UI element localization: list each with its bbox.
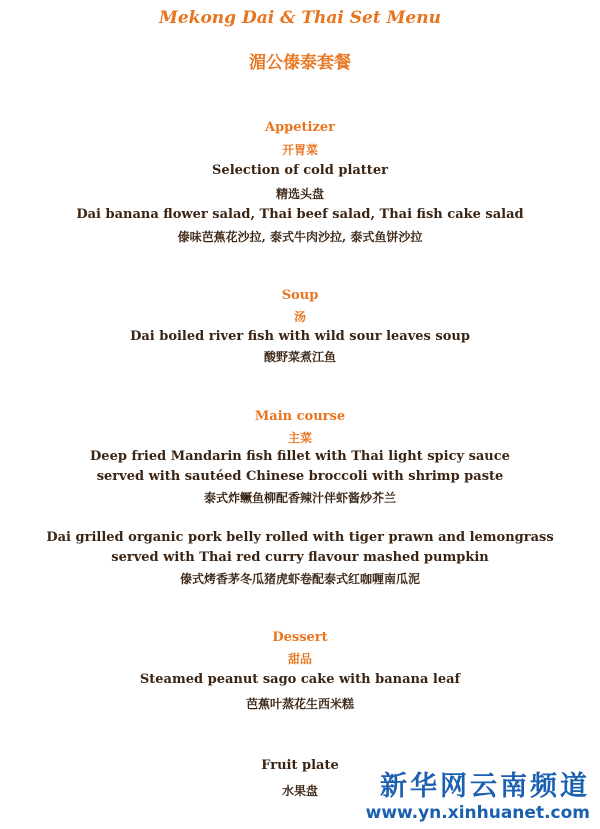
cold-platter-chinese: 精选头盘 xyxy=(275,187,324,201)
main-course-heading: Main course xyxy=(254,409,346,424)
main-course-heading-chinese: 主菜 xyxy=(287,431,312,445)
soup-english: Dai boiled river fish with wild sour leaves soup xyxy=(130,329,470,344)
fish-dish-chinese: 泰式炸鳜鱼柳配香辣汁伴虾酱炒芥兰 xyxy=(203,491,396,505)
dessert-heading-chinese: 甜品 xyxy=(287,652,312,666)
fish-dish-english-line2: served with sautéed Chinese broccoli with shrimp paste xyxy=(96,469,504,484)
pork-dish-english-line2: served with Thai red curry flavour mashed pumpkin xyxy=(111,550,489,565)
soup-chinese: 酸野菜煮江鱼 xyxy=(263,350,336,364)
soup-heading: Soup xyxy=(281,288,319,303)
cold-platter-english: Selection of cold platter xyxy=(212,163,388,178)
menu-title-chinese: 湄公傣泰套餐 xyxy=(249,53,351,73)
salads-chinese: 傣味芭蕉花沙拉, 泰式牛肉沙拉, 泰式鱼饼沙拉 xyxy=(177,230,423,244)
soup-heading-chinese: 汤 xyxy=(293,310,306,324)
menu-title-english: Mekong Dai & Thai Set Menu xyxy=(159,8,441,28)
watermark xyxy=(350,771,590,823)
dessert-english: Steamed peanut sago cake with banana leaf xyxy=(139,672,461,687)
pork-dish-english-line1: Dai grilled organic pork belly rolled with tiger prawn and lemongrass xyxy=(46,530,554,545)
salads-english: Dai banana flower salad, Thai beef salad, Thai fish cake salad xyxy=(76,207,524,222)
appetizer-heading-chinese: 开胃菜 xyxy=(281,143,318,157)
fruit-plate-chinese: 水果盘 xyxy=(281,784,318,798)
pork-dish-chinese: 傣式烤香茅冬瓜猪虎虾卷配泰式红咖喱南瓜泥 xyxy=(179,572,420,586)
dessert-chinese: 芭蕉叶蒸花生西米糕 xyxy=(245,697,354,711)
fruit-plate-english: Fruit plate xyxy=(261,758,339,773)
fish-dish-english-line1: Deep fried Mandarin fish fillet with Thai light spicy sauce xyxy=(90,449,510,464)
watermark-chinese: 新华网云南频道 xyxy=(380,771,590,802)
dessert-heading: Dessert xyxy=(272,630,328,645)
watermark-url: www.yn.xinhuanet.com xyxy=(365,803,590,823)
appetizer-heading: Appetizer xyxy=(265,120,335,135)
